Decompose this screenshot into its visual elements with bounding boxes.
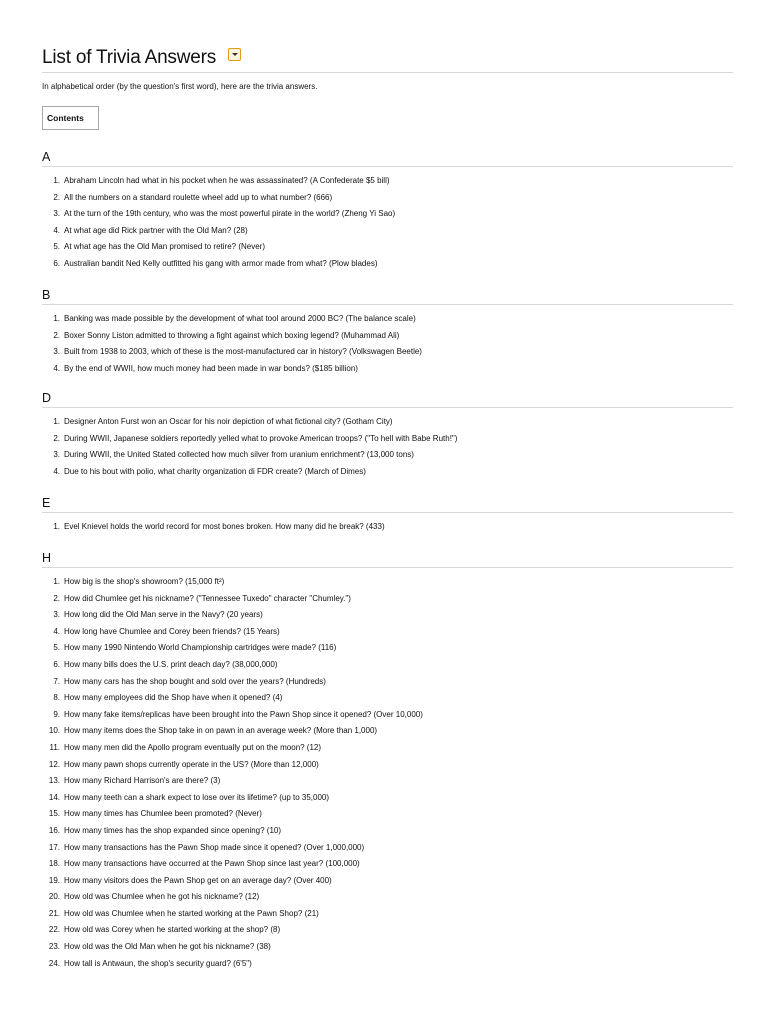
list-item-number: 4. <box>53 626 60 636</box>
list-item <box>42 707 733 724</box>
list-item <box>42 624 733 641</box>
list-item-number: 3. <box>53 209 60 219</box>
section-b <box>42 288 733 377</box>
list-item-number: 12. <box>48 759 60 769</box>
list-item <box>42 256 733 273</box>
list-item-text: Australian bandit Ned Kelly outfitted his gang with armor made from what? (Plow blades) <box>64 258 378 268</box>
list-item-number: 6. <box>53 659 60 669</box>
list-item-text: During WWII, Japanese soldiers reportedly yelled what to provoke American troops? ("To hell with Babe Ruth!") <box>64 433 458 443</box>
list-item <box>42 328 733 345</box>
answer-list <box>42 173 733 273</box>
list-item <box>42 239 733 256</box>
list-item-number: 14. <box>48 792 60 802</box>
list-item <box>42 873 733 890</box>
list-item-number: 3. <box>53 347 60 357</box>
list-item-text: How many times has the shop expanded since opening? (10) <box>64 825 282 835</box>
list-item-text: Designer Anton Furst won an Oscar for his noir depiction of what fictional city? (Gotham City) <box>64 417 393 426</box>
list-item-number: 15. <box>48 809 60 819</box>
list-item-text: How many employees did the Shop have when it opened? (4) <box>64 693 283 703</box>
list-item <box>42 674 733 691</box>
list-item-number: 4. <box>53 363 60 373</box>
list-item-text: How old was Corey when he started working at the shop? (8) <box>64 925 281 935</box>
list-item-number: 22. <box>48 925 60 935</box>
intro-text: In alphabetical order (by the question's first word), here are the trivia answers. <box>42 82 318 91</box>
list-item-text: By the end of WWII, how much money had been made in war bonds? ($185 billion) <box>64 363 358 373</box>
list-item-text: How many transactions have occurred at the Pawn Shop since last year? (100,000) <box>64 859 360 869</box>
list-item <box>42 690 733 707</box>
list-item-number: 2. <box>53 192 60 202</box>
list-item <box>42 889 733 906</box>
list-item-number: 7. <box>53 676 60 686</box>
section-heading: A <box>42 150 733 167</box>
section-heading: B <box>42 288 733 305</box>
title-row <box>42 46 733 73</box>
list-item-number: 6. <box>53 258 60 268</box>
list-item-text: Due to his bout with polio, what charity organization di FDR create? (March of Dimes) <box>64 466 366 476</box>
section-heading: H <box>42 551 733 568</box>
list-item-text: How big is the shop's showroom? (15,000 ft²) <box>64 577 225 586</box>
list-item <box>42 939 733 956</box>
list-item-number: 8. <box>53 693 60 703</box>
list-item <box>42 414 733 431</box>
list-item <box>42 311 733 328</box>
list-item-number: 20. <box>48 892 60 902</box>
table-of-contents-toggle[interactable]: Contents <box>42 106 99 130</box>
section-heading: D <box>42 391 733 408</box>
list-item-text: How did Chumlee get his nickname? ("Tennessee Tuxedo" character "Chumley.") <box>64 593 351 603</box>
list-item <box>42 723 733 740</box>
section-e <box>42 496 733 536</box>
list-item-number: 2. <box>53 593 60 603</box>
list-item-text: At what age did Rick partner with the Old Man? (28) <box>64 225 248 235</box>
section-a <box>42 150 733 273</box>
answer-list <box>42 519 733 536</box>
list-item-number: 1. <box>53 314 60 323</box>
list-item-text: How many men did the Apollo program eventually put on the moon? (12) <box>64 742 322 752</box>
list-item <box>42 657 733 674</box>
list-item-number: 1. <box>53 522 60 531</box>
list-item <box>42 361 733 378</box>
list-item-text: How many teeth can a shark expect to lose over its lifetime? (up to 35,000) <box>64 792 330 802</box>
list-item <box>42 922 733 939</box>
list-item-text: During WWII, the United Stated collected how much silver from uranium enrichment? (13,000 tons) <box>64 450 414 460</box>
list-item-text: How many 1990 Nintendo World Championship cartridges were made? (116) <box>64 643 337 653</box>
list-item-number: 21. <box>48 908 60 918</box>
list-item-text: How old was Chumlee when he got his nickname? (12) <box>64 892 260 902</box>
list-item-text: Banking was made possible by the development of what tool around 2000 BC? (The balance scale) <box>64 314 416 323</box>
list-item-number: 5. <box>53 242 60 252</box>
section-h <box>42 551 733 972</box>
list-item-text: How many transactions has the Pawn Shop made since it opened? (Over 1,000,000) <box>64 842 365 852</box>
list-item <box>42 823 733 840</box>
title-dropdown-button[interactable] <box>228 48 241 61</box>
list-item <box>42 773 733 790</box>
list-item <box>42 447 733 464</box>
list-item <box>42 206 733 223</box>
list-item <box>42 344 733 361</box>
list-item-number: 17. <box>48 842 60 852</box>
list-item <box>42 591 733 608</box>
list-item-text: How long did the Old Man serve in the Navy? (20 years) <box>64 610 263 620</box>
list-item-text: How many fake items/replicas have been brought into the Pawn Shop since it opened? (Over 10,000) <box>64 709 423 719</box>
list-item-number: 3. <box>53 450 60 460</box>
list-item-text: Evel Knievel holds the world record for most bones broken. How many did he break? (433) <box>64 522 385 531</box>
answer-list <box>42 574 733 972</box>
answer-list <box>42 311 733 377</box>
list-item-number: 24. <box>48 958 60 968</box>
list-item <box>42 856 733 873</box>
page-title: List of Trivia Answers <box>42 47 217 68</box>
list-item <box>42 906 733 923</box>
list-item-number: 23. <box>48 942 60 952</box>
list-item <box>42 431 733 448</box>
section-d <box>42 391 733 480</box>
section-heading: E <box>42 496 733 513</box>
list-item-number: 1. <box>53 417 60 426</box>
list-item <box>42 790 733 807</box>
list-item-text: Abraham Lincoln had what in his pocket when he was assassinated? (A Confederate $5 bill) <box>64 176 390 185</box>
list-item-number: 19. <box>48 875 60 885</box>
answer-list <box>42 414 733 480</box>
list-item-number: 11. <box>49 742 60 752</box>
list-item-number: 1. <box>53 577 60 586</box>
list-item-text: How many times has Chumlee been promoted? (Never) <box>64 809 262 819</box>
list-item-text: At the turn of the 19th century, who was the most powerful pirate in the world? (Zheng Yi Sao) <box>64 209 396 219</box>
list-item-number: 18. <box>48 859 60 869</box>
list-item-text: All the numbers on a standard roulette wheel add up to what number? (666) <box>64 192 333 202</box>
list-item <box>42 190 733 207</box>
list-item-number: 2. <box>53 433 60 443</box>
list-item <box>42 519 733 536</box>
list-item <box>42 757 733 774</box>
chevron-down-icon <box>232 53 238 56</box>
list-item <box>42 464 733 481</box>
list-item-text: Built from 1938 to 2003, which of these is the most-manufactured car in history? (Volkswagen Beetle) <box>64 347 422 357</box>
list-item-number: 2. <box>53 330 60 340</box>
list-item <box>42 223 733 240</box>
list-item <box>42 806 733 823</box>
list-item-text: How many bills does the U.S. print deach day? (38,000,000) <box>64 659 278 669</box>
list-item-text: How many visitors does the Pawn Shop get on an average day? (Over 400) <box>64 875 332 885</box>
list-item-text: How tall is Antwaun, the shop's security guard? (6'5") <box>64 958 252 968</box>
list-item-text: How old was Chumlee when he started working at the Pawn Shop? (21) <box>64 908 319 918</box>
list-item-number: 9. <box>53 709 60 719</box>
list-item <box>42 956 733 973</box>
list-item-number: 4. <box>53 466 60 476</box>
list-item-number: 1. <box>53 176 60 185</box>
list-item-text: At what age has the Old Man promised to retire? (Never) <box>64 242 265 252</box>
list-item-number: 3. <box>53 610 60 620</box>
list-item <box>42 173 733 190</box>
list-item-number: 16. <box>48 825 60 835</box>
list-item-text: How old was the Old Man when he got his nickname? (38) <box>64 942 271 952</box>
list-item-number: 10. <box>48 726 60 736</box>
list-item-text: How many pawn shops currently operate in the US? (More than 12,000) <box>64 759 319 769</box>
list-item-text: How many items does the Shop take in on pawn in an average week? (More than 1,000) <box>64 726 378 736</box>
list-item-text: Boxer Sonny Liston admitted to throwing a fight against which boxing legend? (Muhammad Ali) <box>64 330 400 340</box>
list-item <box>42 574 733 591</box>
list-item <box>42 640 733 657</box>
list-item-number: 4. <box>53 225 60 235</box>
list-item-number: 5. <box>53 643 60 653</box>
list-item-text: How many cars has the shop bought and sold over the years? (Hundreds) <box>64 676 326 686</box>
list-item <box>42 607 733 624</box>
list-item <box>42 740 733 757</box>
list-item-text: How long have Chumlee and Corey been friends? (15 Years) <box>64 626 280 636</box>
list-item-number: 13. <box>48 776 60 786</box>
list-item <box>42 840 733 857</box>
list-item-text: How many Richard Harrison's are there? (3) <box>64 776 221 786</box>
